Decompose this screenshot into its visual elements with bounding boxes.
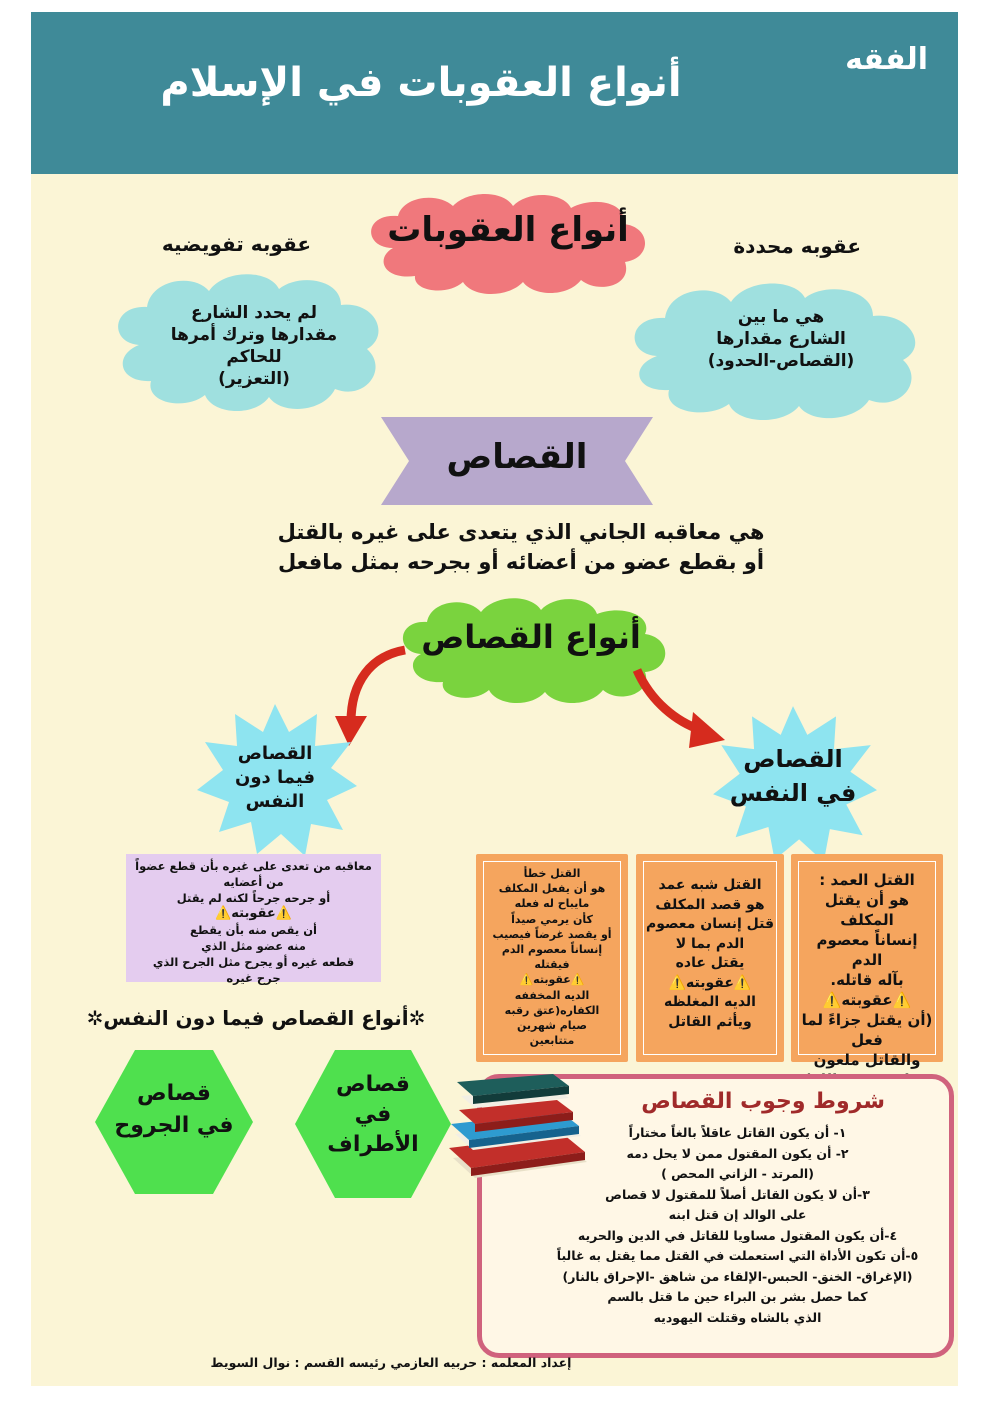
below-soul-type-label: القصاص فيما دون النفس bbox=[234, 743, 315, 812]
fixed-punishment-label: عقوبه محددة bbox=[733, 234, 861, 258]
discretionary-definition: لم يحدد الشارع مقدارها وترك أمرها للحاكم (التعزير) bbox=[170, 303, 338, 389]
below-soul-types-title: ✲أنواع القصاص فيما دون النفس✲ bbox=[86, 1006, 426, 1030]
card-mistake-killing: القتل خطأ هو أن يفعل المكلف مايباح له فعله كأن يرمي صيداً أو يقصد غرضاً فيصيب إنساناً معصوم الدم فيقتله ⚠️عقوبته⚠️ الديه المخففه الكفاره(عتق رقبه صيام شهرين متتابعين bbox=[476, 854, 628, 1062]
footer-credit: إعداد المعلمه : حربيه العازمي رئيسه القسم : نوال السويط bbox=[210, 1355, 572, 1370]
soul-type-label: القصاص في النفس bbox=[729, 745, 857, 807]
qisas-types-title: أنواع القصاص bbox=[421, 618, 641, 656]
discretionary-punishment-label: عقوبه تفويضيه bbox=[161, 232, 311, 256]
qisas-definition: هي معاقبه الجاني الذي يتعدى على غيره بالقتل أو بقطع عضو من أعضائه أو بجرحه بمثل مافعل bbox=[277, 520, 765, 574]
wounds-label: قصاص في الجروح bbox=[114, 1081, 234, 1138]
below-soul-definition-text: معاقبه من تعدى على غيره بأن قطع عضواً من أعضايه أو جرحه جرحاً لكنه لم يقتل ⚠️عقوبته⚠️ أن يقص منه بأن يقطع منه عضو مثل الذي قطعه غيره أو يجرح مثل الجرح الذي جرح غيره bbox=[135, 859, 372, 985]
page-title: أنواع العقوبات في الإسلام bbox=[160, 60, 682, 106]
limbs-label: قصاص في الأطراف bbox=[327, 1072, 419, 1157]
page bbox=[31, 12, 958, 1386]
card-quasi-intentional-killing: القتل شبه عمد هو قصد المكلف قتل إنسان معصوم الدم بما لا يقتل عاده ⚠️عقوبته⚠️ الديه المغلظه ويأثم القاتل bbox=[636, 854, 784, 1062]
punishments-title: أنواع العقوبات bbox=[387, 210, 629, 250]
books-icon bbox=[445, 1062, 591, 1182]
below-soul-definition-box bbox=[126, 854, 381, 985]
conditions-list: ١- أن يكون القاتل عاقلاً بالغاً مختاراً ٢- أن يكون المقتول ممن لا يحل دمه (المرتد - الزاني المحص ) ٣-أن لا يكون القاتل أصلاً للمقتول لا قصاص على الوالد إن قتل ابنه ٤-أن يكون المقتول مساويا للقاتل في الدين والحريه ٥-أن تكون الأداة التي استعملت في القتل مما يقتل به غالباً (الإغراق- الخنق- الحبس-الإلقاء من شاهق -الإحراق بالنار) كما حصل بشر بن البراء حين ما قتل بالسم الذي بالشاه وقتلت اليهوديه bbox=[556, 1125, 919, 1325]
subject-label: الفقه bbox=[845, 42, 928, 77]
conditions-title: شروط وجوب القصاص bbox=[641, 1089, 885, 1114]
card-intentional-killing: القتل العمد : هو أن يقتل المكلف إنساناً معصوم الدم بآله قاتله. ⚠️عقوبته⚠️ (أن يقتل جزاءً لما فعل والقاتل ملعون bbox=[791, 854, 943, 1062]
header-banner bbox=[31, 12, 958, 174]
fixed-definition: هي ما بين الشارع مقدارها (القصاص-الحدود) bbox=[707, 307, 855, 371]
qisas-title: القصاص bbox=[446, 437, 588, 477]
